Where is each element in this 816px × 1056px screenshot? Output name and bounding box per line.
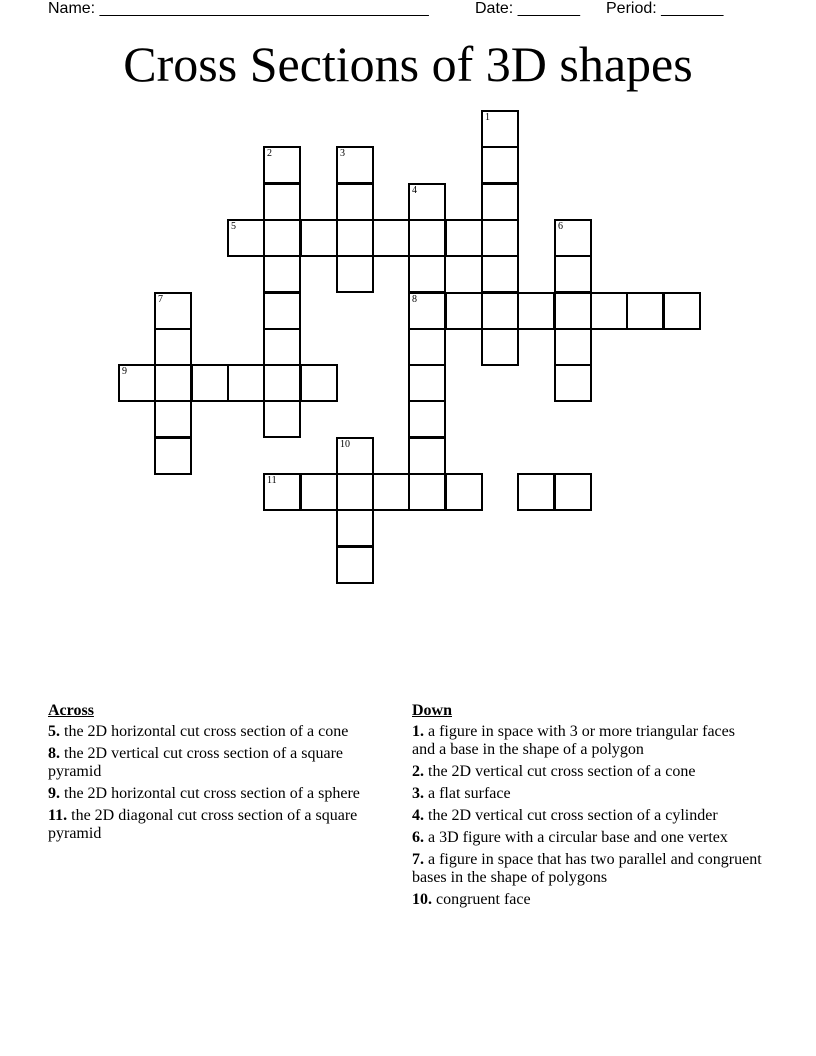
clue-number: 2.: [412, 763, 424, 780]
crossword-cell[interactable]: [336, 437, 374, 475]
crossword-cell[interactable]: [554, 255, 592, 293]
across-clue: [48, 745, 378, 781]
crossword-cell[interactable]: [263, 364, 301, 402]
crossword-cell[interactable]: [517, 473, 555, 511]
crossword-cell[interactable]: [336, 473, 374, 511]
crossword-cell[interactable]: [481, 292, 519, 330]
crossword-cell[interactable]: [663, 292, 701, 330]
clue-text: a flat surface: [428, 785, 511, 802]
crossword-cell[interactable]: [118, 364, 156, 402]
crossword-cell[interactable]: [263, 473, 301, 511]
crossword-cell[interactable]: [408, 400, 446, 438]
crossword-cell[interactable]: [590, 292, 628, 330]
crossword-cell[interactable]: [263, 328, 301, 366]
page-title: Cross Sections of 3D shapes: [123, 36, 693, 92]
cell-number: 5: [231, 221, 236, 232]
crossword-cell[interactable]: [154, 328, 192, 366]
crossword-cell[interactable]: [554, 364, 592, 402]
clue-text: the 2D diagonal cut cross section of a square pyramid: [48, 807, 358, 842]
crossword-cell[interactable]: [372, 473, 410, 511]
down-clue: [412, 829, 762, 847]
cell-number: 3: [340, 148, 345, 159]
crossword-cell[interactable]: [263, 183, 301, 221]
down-clues: [412, 702, 762, 913]
crossword-cell[interactable]: [481, 110, 519, 148]
crossword-cell[interactable]: [336, 546, 374, 584]
across-clue: [48, 723, 378, 741]
clue-number: 6.: [412, 829, 424, 846]
crossword-cell[interactable]: [554, 292, 592, 330]
clue-text: the 2D vertical cut cross section of a cylinder: [428, 807, 718, 824]
across-clue: [48, 807, 378, 843]
crossword-cell[interactable]: [554, 219, 592, 257]
crossword-cell[interactable]: [227, 364, 265, 402]
name-field[interactable]: Name: _____________________________________: [48, 0, 429, 17]
across-heading: Across: [48, 702, 94, 719]
crossword-cell[interactable]: [227, 219, 265, 257]
clue-number: 5.: [48, 723, 60, 740]
crossword-cell[interactable]: [408, 364, 446, 402]
crossword-cell[interactable]: [336, 146, 374, 184]
crossword-cell[interactable]: [408, 183, 446, 221]
crossword-cell[interactable]: [263, 292, 301, 330]
down-clue: [412, 851, 762, 887]
clue-number: 4.: [412, 807, 424, 824]
clue-number: 11.: [48, 807, 68, 824]
cell-number: 10: [340, 439, 350, 450]
crossword-cell[interactable]: [554, 473, 592, 511]
crossword-cell[interactable]: [263, 146, 301, 184]
clue-text: congruent face: [436, 891, 531, 908]
crossword-cell[interactable]: [372, 219, 410, 257]
clue-text: a 3D figure with a circular base and one vertex: [428, 829, 728, 846]
crossword-cell[interactable]: [300, 364, 338, 402]
crossword-cell[interactable]: [154, 364, 192, 402]
crossword-cell[interactable]: [300, 473, 338, 511]
cell-number: 7: [158, 294, 163, 305]
clue-number: 3.: [412, 785, 424, 802]
clue-text: the 2D horizontal cut cross section of a sphere: [64, 785, 360, 802]
crossword-cell[interactable]: [517, 292, 555, 330]
worksheet-header: [48, 0, 768, 20]
crossword-cell[interactable]: [336, 509, 374, 547]
crossword-cell[interactable]: [263, 400, 301, 438]
clue-number: 10.: [412, 891, 432, 908]
crossword-cell[interactable]: [336, 183, 374, 221]
crossword-cell[interactable]: [626, 292, 664, 330]
cell-number: 8: [412, 294, 417, 305]
crossword-cell[interactable]: [408, 437, 446, 475]
clue-number: 8.: [48, 745, 60, 762]
period-field[interactable]: Period: _______: [606, 0, 724, 17]
cell-number: 2: [267, 148, 272, 159]
crossword-cell[interactable]: [481, 146, 519, 184]
across-clues: [48, 702, 378, 847]
cell-number: 6: [558, 221, 563, 232]
cell-number: 11: [267, 475, 277, 486]
crossword-cell[interactable]: [191, 364, 229, 402]
down-clue: [412, 763, 762, 781]
down-clue: [412, 785, 762, 803]
crossword-cell[interactable]: [481, 183, 519, 221]
crossword-cell[interactable]: [263, 255, 301, 293]
down-clue: [412, 807, 762, 825]
crossword-cell[interactable]: [481, 328, 519, 366]
clue-text: a figure in space that has two parallel and congruent bases in the shape of polygons: [412, 851, 762, 886]
down-clue: [412, 891, 762, 909]
crossword-cell[interactable]: [408, 219, 446, 257]
crossword-cell[interactable]: [408, 292, 446, 330]
clue-text: the 2D vertical cut cross section of a square pyramid: [48, 745, 344, 780]
crossword-cell[interactable]: [408, 328, 446, 366]
crossword-cell[interactable]: [154, 292, 192, 330]
crossword-cell[interactable]: [481, 219, 519, 257]
crossword-cell[interactable]: [408, 255, 446, 293]
crossword-cell[interactable]: [445, 292, 483, 330]
clue-text: the 2D vertical cut cross section of a cone: [428, 763, 696, 780]
clue-number: 9.: [48, 785, 60, 802]
crossword-cell[interactable]: [445, 473, 483, 511]
cell-number: 1: [485, 112, 490, 123]
crossword-cell[interactable]: [336, 219, 374, 257]
cell-number: 9: [122, 366, 127, 377]
crossword-cell[interactable]: [154, 437, 192, 475]
crossword-cell[interactable]: [263, 219, 301, 257]
crossword-cell[interactable]: [445, 219, 483, 257]
clue-text: the 2D horizontal cut cross section of a cone: [64, 723, 349, 740]
down-heading: Down: [412, 702, 453, 719]
clue-text: a figure in space with 3 or more triangular faces and a base in the shape of a polygon: [412, 723, 735, 758]
crossword-cell[interactable]: [481, 255, 519, 293]
cell-number: 4: [412, 185, 417, 196]
down-clue: [412, 723, 762, 759]
across-clue: [48, 785, 378, 803]
crossword-cell[interactable]: [554, 328, 592, 366]
date-field[interactable]: Date: _______: [475, 0, 580, 17]
crossword-cell[interactable]: [408, 473, 446, 511]
clue-number: 7.: [412, 851, 424, 868]
clue-number: 1.: [412, 723, 424, 740]
crossword-cell[interactable]: [300, 219, 338, 257]
crossword-cell[interactable]: [336, 255, 374, 293]
crossword-cell[interactable]: [154, 400, 192, 438]
